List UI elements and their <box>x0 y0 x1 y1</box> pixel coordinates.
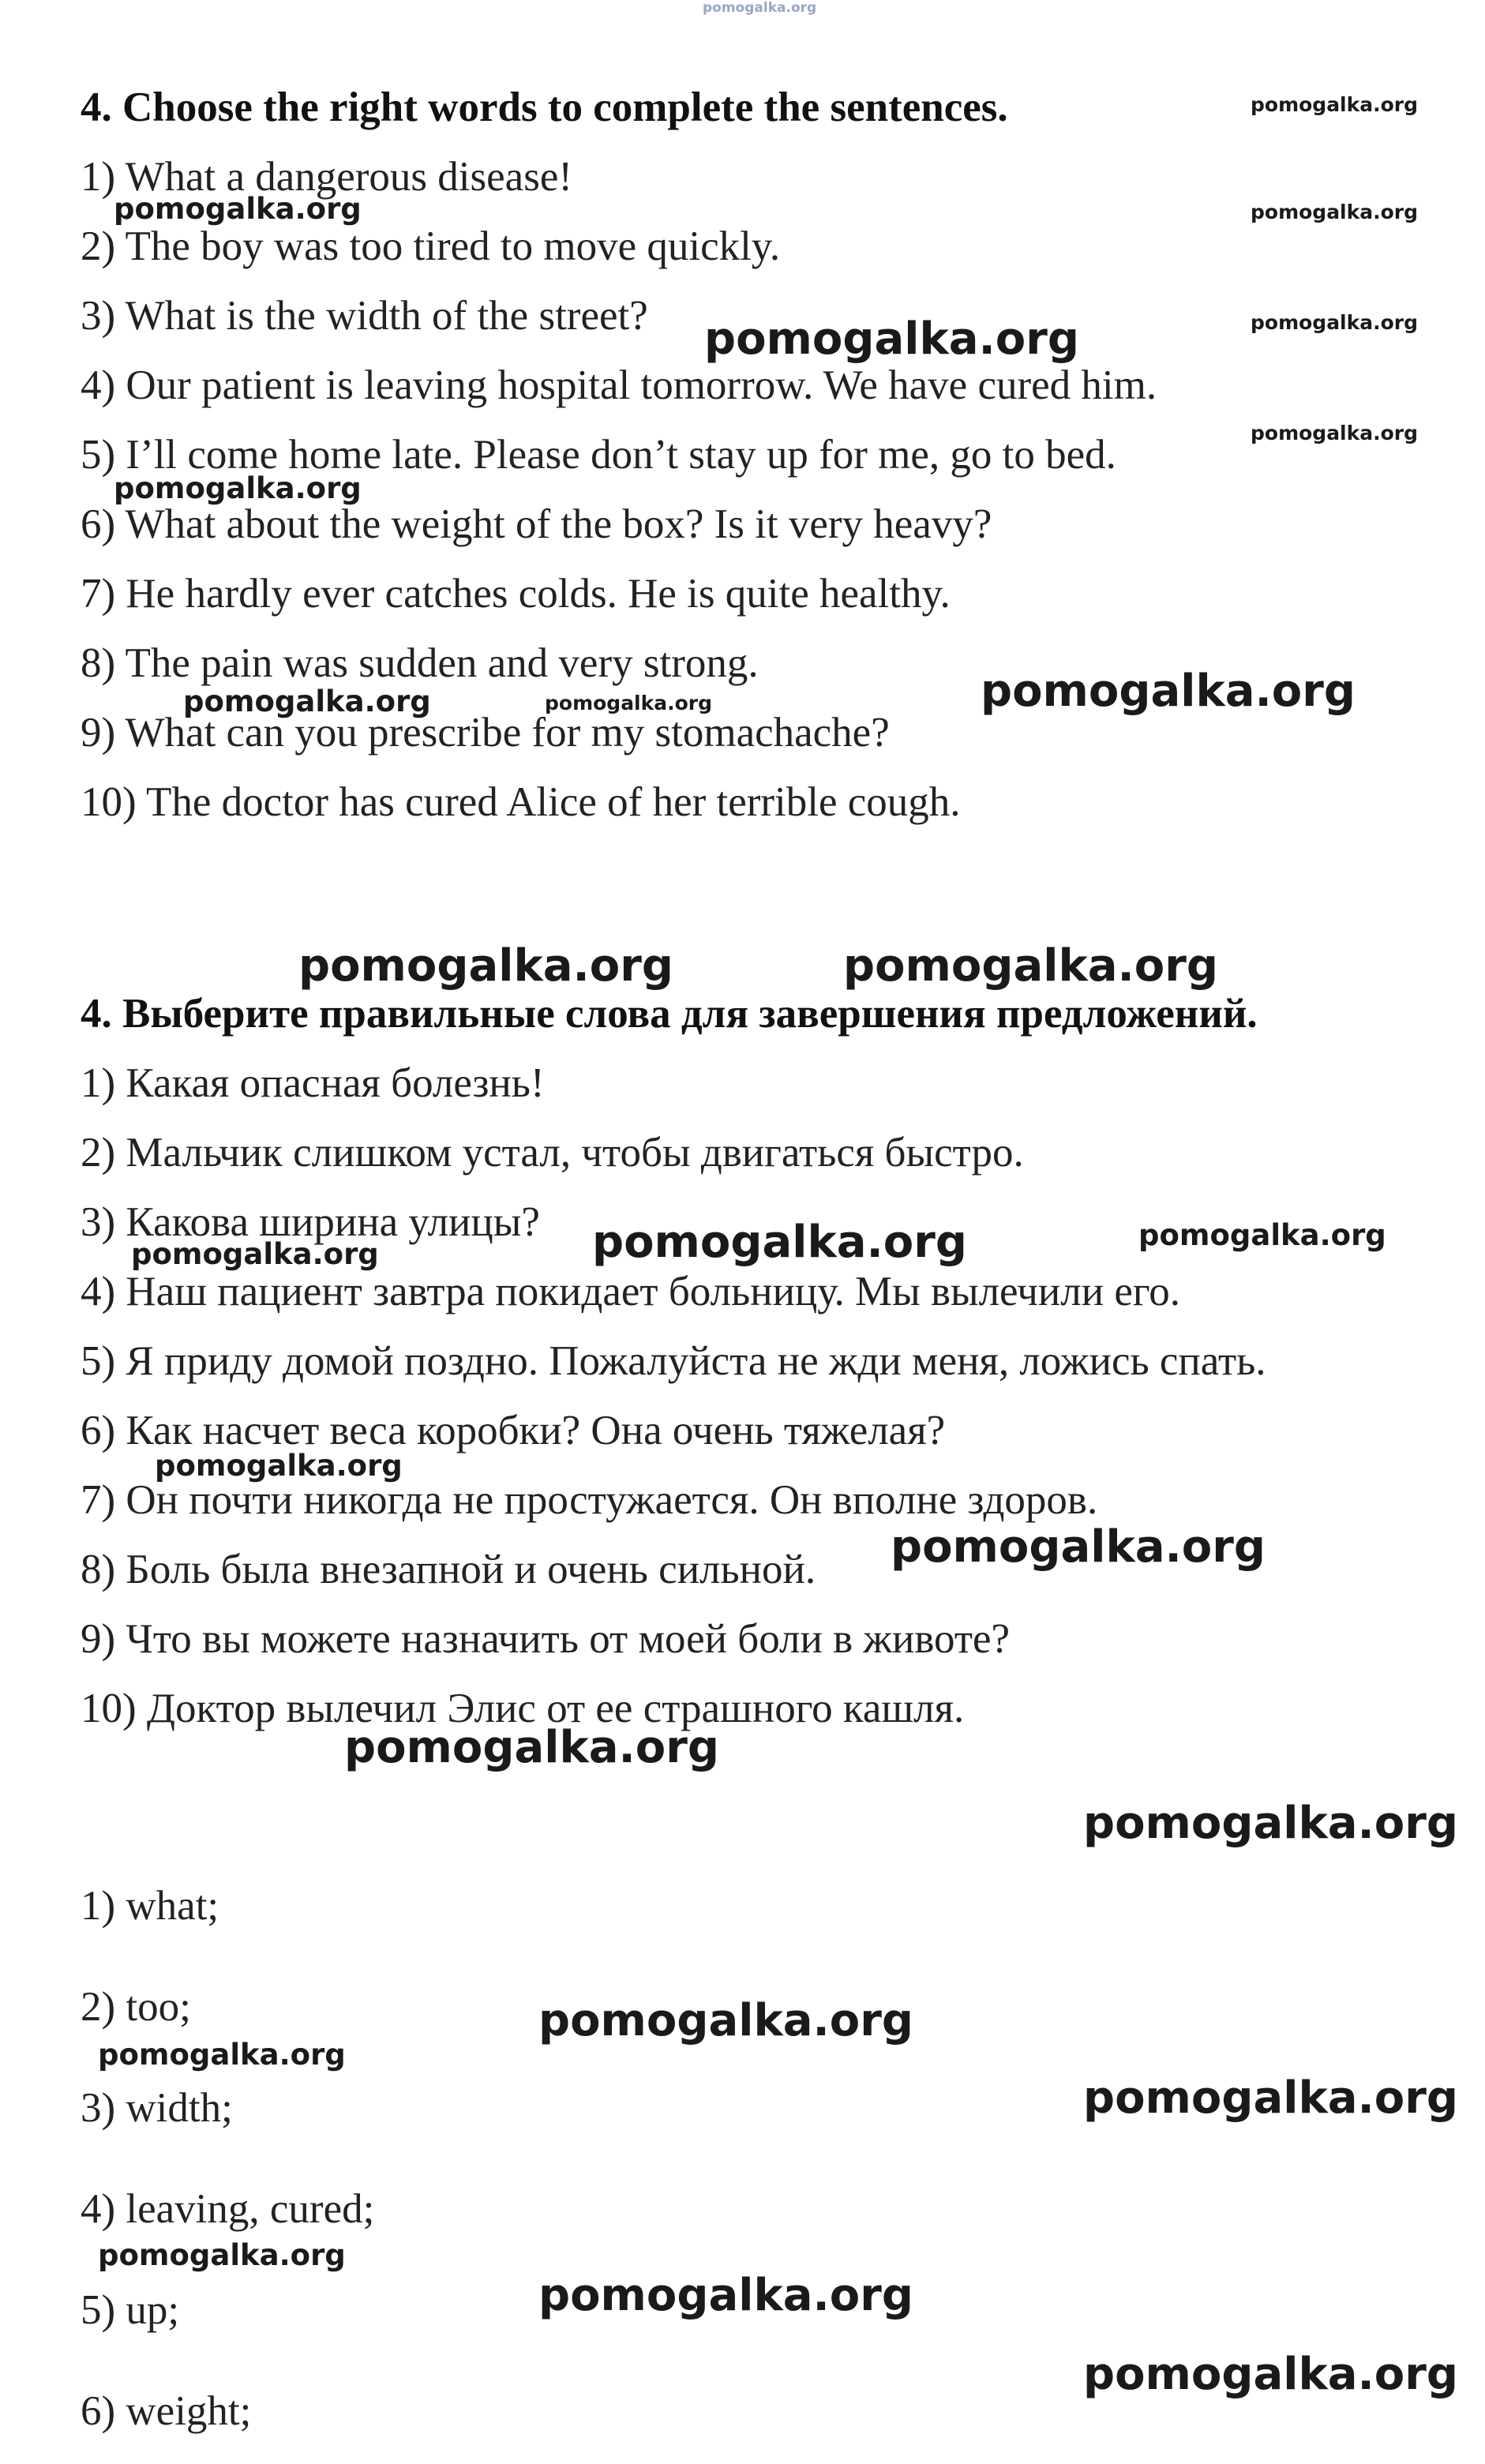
watermark: pomogalka.org <box>1083 1798 1458 1849</box>
answer-item: 3) width; <box>81 2085 233 2131</box>
russian-item: 9) Что вы можете назначить от моей боли в животе? <box>81 1616 1011 1662</box>
watermark: pomogalka.org <box>183 684 431 718</box>
answer-item: 4) leaving, cured; <box>81 2186 375 2232</box>
watermark: pomogalka.org <box>298 940 673 992</box>
watermark: pomogalka.org <box>592 1217 967 1268</box>
watermark: pomogalka.org <box>981 666 1356 717</box>
watermark: pomogalka.org <box>1083 2072 1458 2124</box>
english-item: 2) The boy was too tired to move quickly. <box>81 223 781 269</box>
watermark: pomogalka.org <box>704 313 1079 365</box>
english-item: 8) The pain was sudden and very strong. <box>81 640 759 686</box>
russian-item: 5) Я приду домой поздно. Пожалуйста не жди меня, ложись спать. <box>81 1338 1266 1384</box>
watermark: pomogalka.org <box>114 471 362 505</box>
russian-item: 4) Наш пациент завтра покидает больницу. Мы вылечили его. <box>81 1269 1181 1315</box>
russian-item: 2) Мальчик слишком устал, чтобы двигаться быстро. <box>81 1130 1024 1176</box>
watermark: pomogalka.org <box>1251 311 1419 334</box>
english-heading: 4. Choose the right words to complete the sentences. <box>81 84 1008 130</box>
english-item: 4) Our patient is leaving hospital tomorrow. We have cured him. <box>81 362 1157 408</box>
english-item: 10) The doctor has cured Alice of her terrible cough. <box>81 779 961 825</box>
russian-item: 10) Доктор вылечил Элис от ее страшного кашля. <box>81 1686 965 1731</box>
watermark: pomogalka.org <box>1251 422 1419 444</box>
english-item: 5) I’ll come home late. Please don’t stay up for me, go to bed. <box>81 432 1116 478</box>
english-item: 9) What can you prescribe for my stomachache? <box>81 710 890 756</box>
russian-item: 6) Как насчет веса коробки? Она очень тяжелая? <box>81 1408 946 1453</box>
english-item: 1) What a dangerous disease! <box>81 154 573 200</box>
answer-item: 1) what; <box>81 1883 219 1929</box>
watermark: pomogalka.org <box>1138 1218 1386 1252</box>
russian-item: 3) Какова ширина улицы? <box>81 1199 540 1245</box>
english-item: 7) He hardly ever catches colds. He is quite healthy. <box>81 571 951 617</box>
watermark: pomogalka.org <box>344 1722 719 1773</box>
watermark: pomogalka.org <box>131 1237 379 1271</box>
watermark: pomogalka.org <box>843 940 1218 992</box>
watermark: pomogalka.org <box>155 1449 403 1483</box>
answer-item: 6) weight; <box>81 2388 252 2434</box>
watermark: pomogalka.org <box>1251 93 1419 116</box>
watermark: pomogalka.org <box>545 692 713 714</box>
watermark: pomogalka.org <box>1251 201 1419 223</box>
english-item: 6) What about the weight of the box? Is it very heavy? <box>81 501 992 547</box>
answer-item: 5) up; <box>81 2287 180 2333</box>
watermark: pomogalka.org <box>538 1995 913 2046</box>
russian-heading: 4. Выберите правильные слова для завершения предложений. <box>81 991 1258 1037</box>
watermark: pomogalka.org <box>1083 2349 1458 2400</box>
russian-item: 7) Он почти никогда не простужается. Он вполне здоров. <box>81 1477 1098 1523</box>
watermark: pomogalka.org <box>98 2238 346 2272</box>
russian-item: 1) Какая опасная болезнь! <box>81 1060 545 1106</box>
watermark: pomogalka.org <box>538 2270 913 2321</box>
watermark: pomogalka.org <box>114 192 362 226</box>
watermark: pomogalka.org <box>891 1521 1266 1573</box>
answer-item: 2) too; <box>81 1984 191 2030</box>
russian-item: 8) Боль была внезапной и очень сильной. <box>81 1547 816 1592</box>
watermark: pomogalka.org <box>703 0 817 16</box>
watermark: pomogalka.org <box>98 2038 346 2072</box>
english-item: 3) What is the width of the street? <box>81 293 648 339</box>
